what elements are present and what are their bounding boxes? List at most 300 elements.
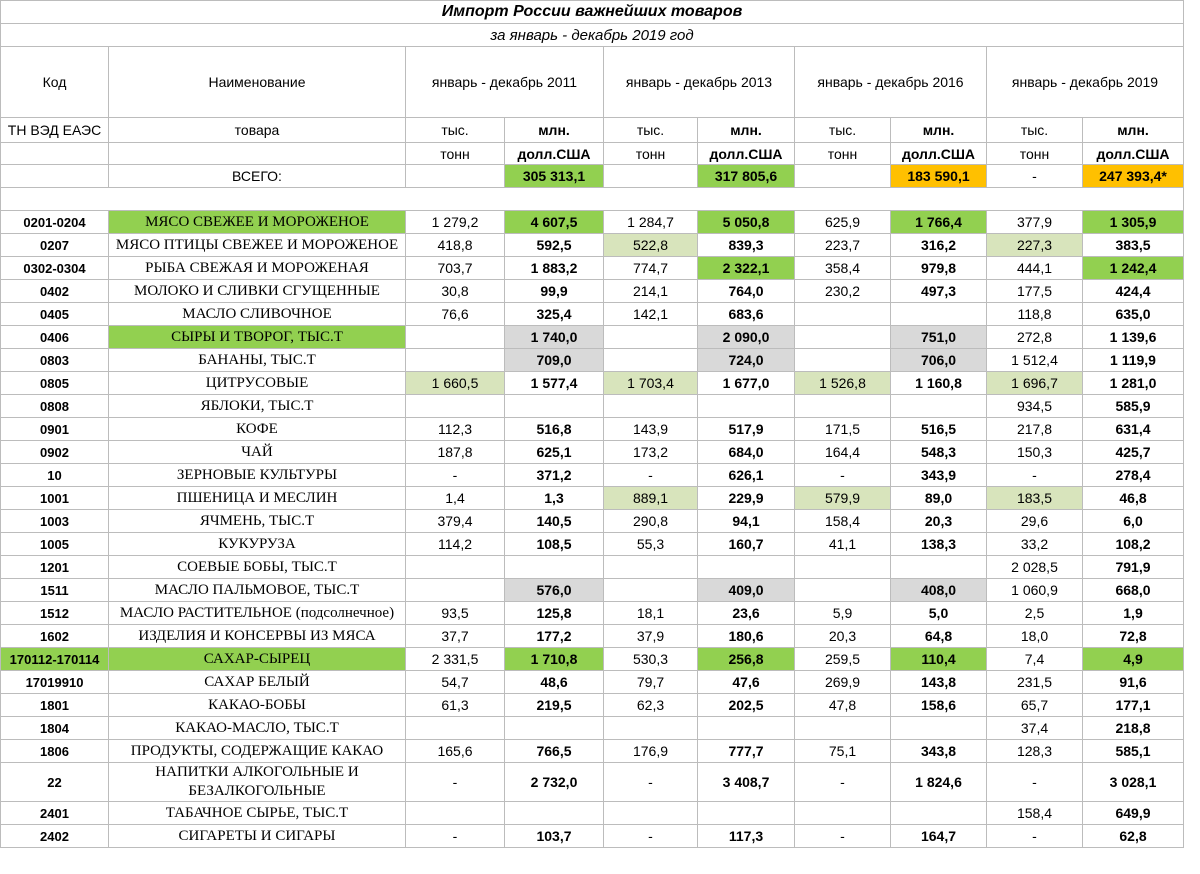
row-value-usd: 1 281,0 — [1083, 372, 1184, 395]
table-row — [1, 740, 1184, 763]
page-subtitle: за январь - декабрь 2019 год — [1, 24, 1184, 47]
row-value-usd: 62,8 — [1083, 825, 1184, 848]
row-value-tons: 703,7 — [406, 257, 505, 280]
row-value-tons: 1 703,4 — [604, 372, 698, 395]
table-row — [1, 257, 1184, 280]
row-value-tons: 230,2 — [795, 280, 891, 303]
row-value-tons: 61,3 — [406, 694, 505, 717]
row-value-usd — [698, 717, 795, 740]
row-value-tons: 114,2 — [406, 533, 505, 556]
row-value-tons — [604, 326, 698, 349]
row-value-usd — [698, 556, 795, 579]
unit-tons-2: тонн — [604, 143, 698, 165]
row-value-usd: 218,8 — [1083, 717, 1184, 740]
spacer-row — [1, 188, 1184, 211]
table-row — [1, 671, 1184, 694]
row-value-tons: 165,6 — [406, 740, 505, 763]
row-value-usd: 125,8 — [505, 602, 604, 625]
row-value-usd: 316,2 — [891, 234, 987, 257]
row-value-usd: 256,8 — [698, 648, 795, 671]
row-code: 1602 — [1, 625, 109, 648]
row-name: НАПИТКИ АЛКОГОЛЬНЫЕ И БЕЗАЛКОГОЛЬНЫЕ — [109, 763, 406, 802]
row-value-tons: 37,4 — [987, 717, 1083, 740]
row-value-usd: 91,6 — [1083, 671, 1184, 694]
row-value-usd: 683,6 — [698, 303, 795, 326]
row-code: 1001 — [1, 487, 109, 510]
row-value-tons: 183,5 — [987, 487, 1083, 510]
row-value-tons: 176,9 — [604, 740, 698, 763]
row-value-usd: 1 883,2 — [505, 257, 604, 280]
row-value-tons: 530,3 — [604, 648, 698, 671]
row-value-usd — [891, 556, 987, 579]
row-value-usd: 516,8 — [505, 418, 604, 441]
row-value-tons — [604, 579, 698, 602]
table-row — [1, 349, 1184, 372]
row-value-tons: 93,5 — [406, 602, 505, 625]
row-value-usd: 979,8 — [891, 257, 987, 280]
row-value-tons — [795, 556, 891, 579]
row-value-tons: 37,7 — [406, 625, 505, 648]
row-name: ЦИТРУСОВЫЕ — [109, 372, 406, 395]
row-code: 0902 — [1, 441, 109, 464]
unit-usd-2: долл.США — [698, 143, 795, 165]
row-value-tons: 522,8 — [604, 234, 698, 257]
row-value-tons: 177,5 — [987, 280, 1083, 303]
row-value-tons: 227,3 — [987, 234, 1083, 257]
row-value-tons: - — [604, 825, 698, 848]
row-value-tons: 76,6 — [406, 303, 505, 326]
row-name: СОЕВЫЕ БОБЫ, ТЫС.Т — [109, 556, 406, 579]
total-tons-2019: - — [987, 165, 1083, 188]
row-value-tons: 150,3 — [987, 441, 1083, 464]
row-value-tons: 143,9 — [604, 418, 698, 441]
table-row — [1, 510, 1184, 533]
row-value-tons: 272,8 — [987, 326, 1083, 349]
row-name: ЧАЙ — [109, 441, 406, 464]
row-value-tons: 41,1 — [795, 533, 891, 556]
table-row — [1, 556, 1184, 579]
row-value-tons: 223,7 — [795, 234, 891, 257]
row-value-tons — [604, 556, 698, 579]
row-value-usd: 1,3 — [505, 487, 604, 510]
row-value-tons — [604, 349, 698, 372]
row-value-usd: 517,9 — [698, 418, 795, 441]
row-value-usd: 709,0 — [505, 349, 604, 372]
row-value-usd: 2 090,0 — [698, 326, 795, 349]
empty-cell — [406, 165, 505, 188]
row-value-usd: 110,4 — [891, 648, 987, 671]
row-value-usd: 5 050,8 — [698, 211, 795, 234]
row-name: ИЗДЕЛИЯ И КОНСЕРВЫ ИЗ МЯСА — [109, 625, 406, 648]
row-name: РЫБА СВЕЖАЯ И МОРОЖЕНАЯ — [109, 257, 406, 280]
row-name: КУКУРУЗА — [109, 533, 406, 556]
row-value-tons: 889,1 — [604, 487, 698, 510]
row-value-usd: 516,5 — [891, 418, 987, 441]
row-value-usd: 625,1 — [505, 441, 604, 464]
table-row — [1, 802, 1184, 825]
row-value-tons: 5,9 — [795, 602, 891, 625]
row-value-usd: 1 677,0 — [698, 372, 795, 395]
row-code: 1005 — [1, 533, 109, 556]
row-value-usd: 497,3 — [891, 280, 987, 303]
row-value-tons: - — [795, 763, 891, 802]
table-row — [1, 625, 1184, 648]
total-2019: 247 393,4* — [1083, 165, 1184, 188]
row-value-usd: 777,7 — [698, 740, 795, 763]
row-value-tons: 444,1 — [987, 257, 1083, 280]
row-value-tons — [406, 326, 505, 349]
row-value-tons: 2 331,5 — [406, 648, 505, 671]
total-2013: 317 805,6 — [698, 165, 795, 188]
table-row — [1, 602, 1184, 625]
header-name-sub: товара — [109, 118, 406, 143]
row-value-tons: - — [987, 763, 1083, 802]
unit-usd: млн. — [1083, 118, 1184, 143]
row-value-tons: - — [604, 464, 698, 487]
row-value-usd: 64,8 — [891, 625, 987, 648]
row-value-usd: 1 710,8 — [505, 648, 604, 671]
row-value-usd: 668,0 — [1083, 579, 1184, 602]
row-value-tons: 37,9 — [604, 625, 698, 648]
unit-tons: тыс. — [795, 118, 891, 143]
row-value-usd: 20,3 — [891, 510, 987, 533]
row-value-usd: 108,5 — [505, 533, 604, 556]
total-label: ВСЕГО: — [109, 165, 406, 188]
row-value-usd: 684,0 — [698, 441, 795, 464]
row-value-tons — [406, 717, 505, 740]
row-name: МОЛОКО И СЛИВКИ СГУЩЕННЫЕ — [109, 280, 406, 303]
table-row — [1, 441, 1184, 464]
row-value-tons: - — [987, 825, 1083, 848]
row-value-usd: 1,9 — [1083, 602, 1184, 625]
row-value-usd — [891, 395, 987, 418]
unit-tons: тыс. — [406, 118, 505, 143]
row-value-tons: 269,9 — [795, 671, 891, 694]
unit-tons-2: тонн — [795, 143, 891, 165]
row-value-tons: - — [987, 464, 1083, 487]
row-value-usd: 706,0 — [891, 349, 987, 372]
row-value-tons — [795, 303, 891, 326]
row-value-usd: 839,3 — [698, 234, 795, 257]
row-code: 1201 — [1, 556, 109, 579]
row-name: МЯСО СВЕЖЕЕ И МОРОЖЕНОЕ — [109, 211, 406, 234]
row-value-tons: 55,3 — [604, 533, 698, 556]
unit-usd: млн. — [891, 118, 987, 143]
row-code: 1512 — [1, 602, 109, 625]
row-value-usd: 117,3 — [698, 825, 795, 848]
row-value-tons: 418,8 — [406, 234, 505, 257]
row-value-tons: 142,1 — [604, 303, 698, 326]
row-value-tons: 1,4 — [406, 487, 505, 510]
table-row — [1, 234, 1184, 257]
row-code: 0901 — [1, 418, 109, 441]
row-value-tons: 29,6 — [987, 510, 1083, 533]
row-value-usd: 1 160,8 — [891, 372, 987, 395]
row-code: 0803 — [1, 349, 109, 372]
row-name: ПРОДУКТЫ, СОДЕРЖАЩИЕ КАКАО — [109, 740, 406, 763]
row-code: 22 — [1, 763, 109, 802]
unit-tons-2: тонн — [987, 143, 1083, 165]
row-value-usd: 23,6 — [698, 602, 795, 625]
unit-usd-2: долл.США — [891, 143, 987, 165]
row-value-tons: 20,3 — [795, 625, 891, 648]
row-value-usd: 47,6 — [698, 671, 795, 694]
row-code: 0808 — [1, 395, 109, 418]
row-value-tons: 1 284,7 — [604, 211, 698, 234]
row-value-tons — [604, 717, 698, 740]
row-value-usd: 548,3 — [891, 441, 987, 464]
row-value-usd: 751,0 — [891, 326, 987, 349]
table-row — [1, 487, 1184, 510]
row-value-tons: - — [406, 464, 505, 487]
row-value-tons: 118,8 — [987, 303, 1083, 326]
row-value-tons — [406, 395, 505, 418]
row-value-usd — [698, 395, 795, 418]
row-value-usd: 649,9 — [1083, 802, 1184, 825]
unit-tons-2: тонн — [406, 143, 505, 165]
row-value-tons: - — [795, 464, 891, 487]
row-value-usd: 425,7 — [1083, 441, 1184, 464]
row-value-tons: 1 526,8 — [795, 372, 891, 395]
empty-cell — [109, 143, 406, 165]
row-value-tons: 62,3 — [604, 694, 698, 717]
row-value-usd — [891, 802, 987, 825]
row-value-usd: 408,0 — [891, 579, 987, 602]
row-value-tons: 173,2 — [604, 441, 698, 464]
row-value-usd — [505, 717, 604, 740]
row-value-tons — [795, 579, 891, 602]
row-code: 1801 — [1, 694, 109, 717]
row-value-usd: 177,1 — [1083, 694, 1184, 717]
row-value-tons: 231,5 — [987, 671, 1083, 694]
row-value-usd: 371,2 — [505, 464, 604, 487]
row-value-usd: 1 766,4 — [891, 211, 987, 234]
row-value-tons: 259,5 — [795, 648, 891, 671]
row-value-tons: 158,4 — [987, 802, 1083, 825]
row-name: КАКАО-МАСЛО, ТЫС.Т — [109, 717, 406, 740]
table-row — [1, 717, 1184, 740]
table-row — [1, 280, 1184, 303]
row-value-usd: 1 305,9 — [1083, 211, 1184, 234]
header-period-2016: январь - декабрь 2016 — [795, 47, 987, 118]
row-value-usd — [698, 802, 795, 825]
row-code: 17019910 — [1, 671, 109, 694]
row-value-usd: 1 824,6 — [891, 763, 987, 802]
row-value-tons: 158,4 — [795, 510, 891, 533]
row-value-tons: 187,8 — [406, 441, 505, 464]
row-value-tons — [406, 579, 505, 602]
row-value-tons: 377,9 — [987, 211, 1083, 234]
row-value-usd: 585,9 — [1083, 395, 1184, 418]
table-row — [1, 825, 1184, 848]
row-value-tons — [795, 717, 891, 740]
row-value-usd: 89,0 — [891, 487, 987, 510]
row-name: СИГАРЕТЫ И СИГАРЫ — [109, 825, 406, 848]
row-value-usd: 164,7 — [891, 825, 987, 848]
row-name: МАСЛО РАСТИТЕЛЬНОЕ (подсолнечное) — [109, 602, 406, 625]
row-value-tons: 625,9 — [795, 211, 891, 234]
row-value-usd — [891, 717, 987, 740]
row-value-tons: - — [795, 825, 891, 848]
row-value-tons: 164,4 — [795, 441, 891, 464]
header-period-2011: январь - декабрь 2011 — [406, 47, 604, 118]
total-row — [1, 165, 1184, 188]
row-value-usd: 202,5 — [698, 694, 795, 717]
row-value-usd: 48,6 — [505, 671, 604, 694]
row-value-usd: 1 139,6 — [1083, 326, 1184, 349]
table-row — [1, 763, 1184, 802]
row-value-tons: 290,8 — [604, 510, 698, 533]
row-name: БАНАНЫ, ТЫС.Т — [109, 349, 406, 372]
row-code: 0207 — [1, 234, 109, 257]
row-value-tons: 128,3 — [987, 740, 1083, 763]
row-value-usd: 343,9 — [891, 464, 987, 487]
row-value-usd — [505, 395, 604, 418]
row-name: МАСЛО ПАЛЬМОВОЕ, ТЫС.Т — [109, 579, 406, 602]
row-value-usd: 177,2 — [505, 625, 604, 648]
row-name: СЫРЫ И ТВОРОГ, ТЫС.Т — [109, 326, 406, 349]
row-code: 2402 — [1, 825, 109, 848]
row-value-tons: 379,4 — [406, 510, 505, 533]
page-title: Импорт России важнейших товаров — [1, 1, 1184, 24]
row-value-tons: 30,8 — [406, 280, 505, 303]
empty-cell — [1, 165, 109, 188]
row-name: МАСЛО СЛИВОЧНОЕ — [109, 303, 406, 326]
row-value-usd: 791,9 — [1083, 556, 1184, 579]
row-value-usd — [505, 802, 604, 825]
row-value-usd: 160,7 — [698, 533, 795, 556]
row-value-usd: 626,1 — [698, 464, 795, 487]
unit-usd: млн. — [505, 118, 604, 143]
row-value-tons — [604, 395, 698, 418]
row-value-usd: 409,0 — [698, 579, 795, 602]
empty-cell — [604, 165, 698, 188]
table-row — [1, 372, 1184, 395]
row-value-tons: 75,1 — [795, 740, 891, 763]
row-value-usd: 143,8 — [891, 671, 987, 694]
row-value-usd: 5,0 — [891, 602, 987, 625]
row-name: ЗЕРНОВЫЕ КУЛЬТУРЫ — [109, 464, 406, 487]
row-value-tons: 1 660,5 — [406, 372, 505, 395]
row-value-tons: 18,1 — [604, 602, 698, 625]
unit-tons: тыс. — [987, 118, 1083, 143]
row-code: 1806 — [1, 740, 109, 763]
row-value-tons: 934,5 — [987, 395, 1083, 418]
total-2016: 183 590,1 — [891, 165, 987, 188]
row-value-usd: 138,3 — [891, 533, 987, 556]
row-value-usd: 158,6 — [891, 694, 987, 717]
row-value-usd: 229,9 — [698, 487, 795, 510]
row-code: 0302-0304 — [1, 257, 109, 280]
row-value-usd: 103,7 — [505, 825, 604, 848]
row-value-usd: 219,5 — [505, 694, 604, 717]
row-value-usd: 2 322,1 — [698, 257, 795, 280]
row-name: ТАБАЧНОЕ СЫРЬЕ, ТЫС.Т — [109, 802, 406, 825]
row-value-usd: 4 607,5 — [505, 211, 604, 234]
row-value-usd: 576,0 — [505, 579, 604, 602]
row-value-usd: 94,1 — [698, 510, 795, 533]
row-value-tons: 7,4 — [987, 648, 1083, 671]
row-code: 170112-170114 — [1, 648, 109, 671]
row-value-tons: 774,7 — [604, 257, 698, 280]
table-row — [1, 326, 1184, 349]
row-value-tons — [795, 326, 891, 349]
row-value-tons: 33,2 — [987, 533, 1083, 556]
row-value-usd: 1 740,0 — [505, 326, 604, 349]
total-2011: 305 313,1 — [505, 165, 604, 188]
row-value-usd: 585,1 — [1083, 740, 1184, 763]
row-value-tons: 18,0 — [987, 625, 1083, 648]
row-name: ЯЧМЕНЬ, ТЫС.Т — [109, 510, 406, 533]
row-value-tons: - — [406, 825, 505, 848]
row-value-tons: 2,5 — [987, 602, 1083, 625]
row-code: 0406 — [1, 326, 109, 349]
row-value-usd: 1 119,9 — [1083, 349, 1184, 372]
row-value-tons — [406, 802, 505, 825]
row-name: КАКАО-БОБЫ — [109, 694, 406, 717]
row-value-usd: 383,5 — [1083, 234, 1184, 257]
row-value-usd: 72,8 — [1083, 625, 1184, 648]
table-row — [1, 464, 1184, 487]
row-name: САХАР-СЫРЕЦ — [109, 648, 406, 671]
row-value-tons — [406, 556, 505, 579]
row-value-tons — [795, 395, 891, 418]
row-value-usd: 424,4 — [1083, 280, 1184, 303]
row-value-usd: 6,0 — [1083, 510, 1184, 533]
row-code: 0405 — [1, 303, 109, 326]
empty-cell — [795, 165, 891, 188]
row-code: 1804 — [1, 717, 109, 740]
row-value-usd: 3 028,1 — [1083, 763, 1184, 802]
row-name: КОФЕ — [109, 418, 406, 441]
header-period-2013: январь - декабрь 2013 — [604, 47, 795, 118]
row-code: 0402 — [1, 280, 109, 303]
row-value-tons: 1 512,4 — [987, 349, 1083, 372]
row-value-tons — [604, 802, 698, 825]
row-value-tons: 2 028,5 — [987, 556, 1083, 579]
table-row — [1, 303, 1184, 326]
header-name: Наименование — [109, 47, 406, 118]
row-value-usd: 1 242,4 — [1083, 257, 1184, 280]
row-value-usd: 3 408,7 — [698, 763, 795, 802]
row-value-usd: 724,0 — [698, 349, 795, 372]
row-value-tons — [795, 349, 891, 372]
row-value-usd: 631,4 — [1083, 418, 1184, 441]
row-value-tons: 65,7 — [987, 694, 1083, 717]
unit-usd-2: долл.США — [1083, 143, 1184, 165]
row-code: 10 — [1, 464, 109, 487]
row-value-usd: 635,0 — [1083, 303, 1184, 326]
row-name: САХАР БЕЛЫЙ — [109, 671, 406, 694]
table-row — [1, 395, 1184, 418]
row-value-usd: 278,4 — [1083, 464, 1184, 487]
unit-usd-2: долл.США — [505, 143, 604, 165]
row-value-tons: 54,7 — [406, 671, 505, 694]
row-value-tons: 1 279,2 — [406, 211, 505, 234]
unit-tons: тыс. — [604, 118, 698, 143]
table-row — [1, 418, 1184, 441]
row-value-tons: 79,7 — [604, 671, 698, 694]
row-code: 0201-0204 — [1, 211, 109, 234]
row-code: 2401 — [1, 802, 109, 825]
row-value-usd: 325,4 — [505, 303, 604, 326]
table-row — [1, 694, 1184, 717]
empty-cell — [1, 143, 109, 165]
table-row — [1, 579, 1184, 602]
row-value-tons: 1 060,9 — [987, 579, 1083, 602]
row-name: ЯБЛОКИ, ТЫС.Т — [109, 395, 406, 418]
header-code: Код — [1, 47, 109, 118]
